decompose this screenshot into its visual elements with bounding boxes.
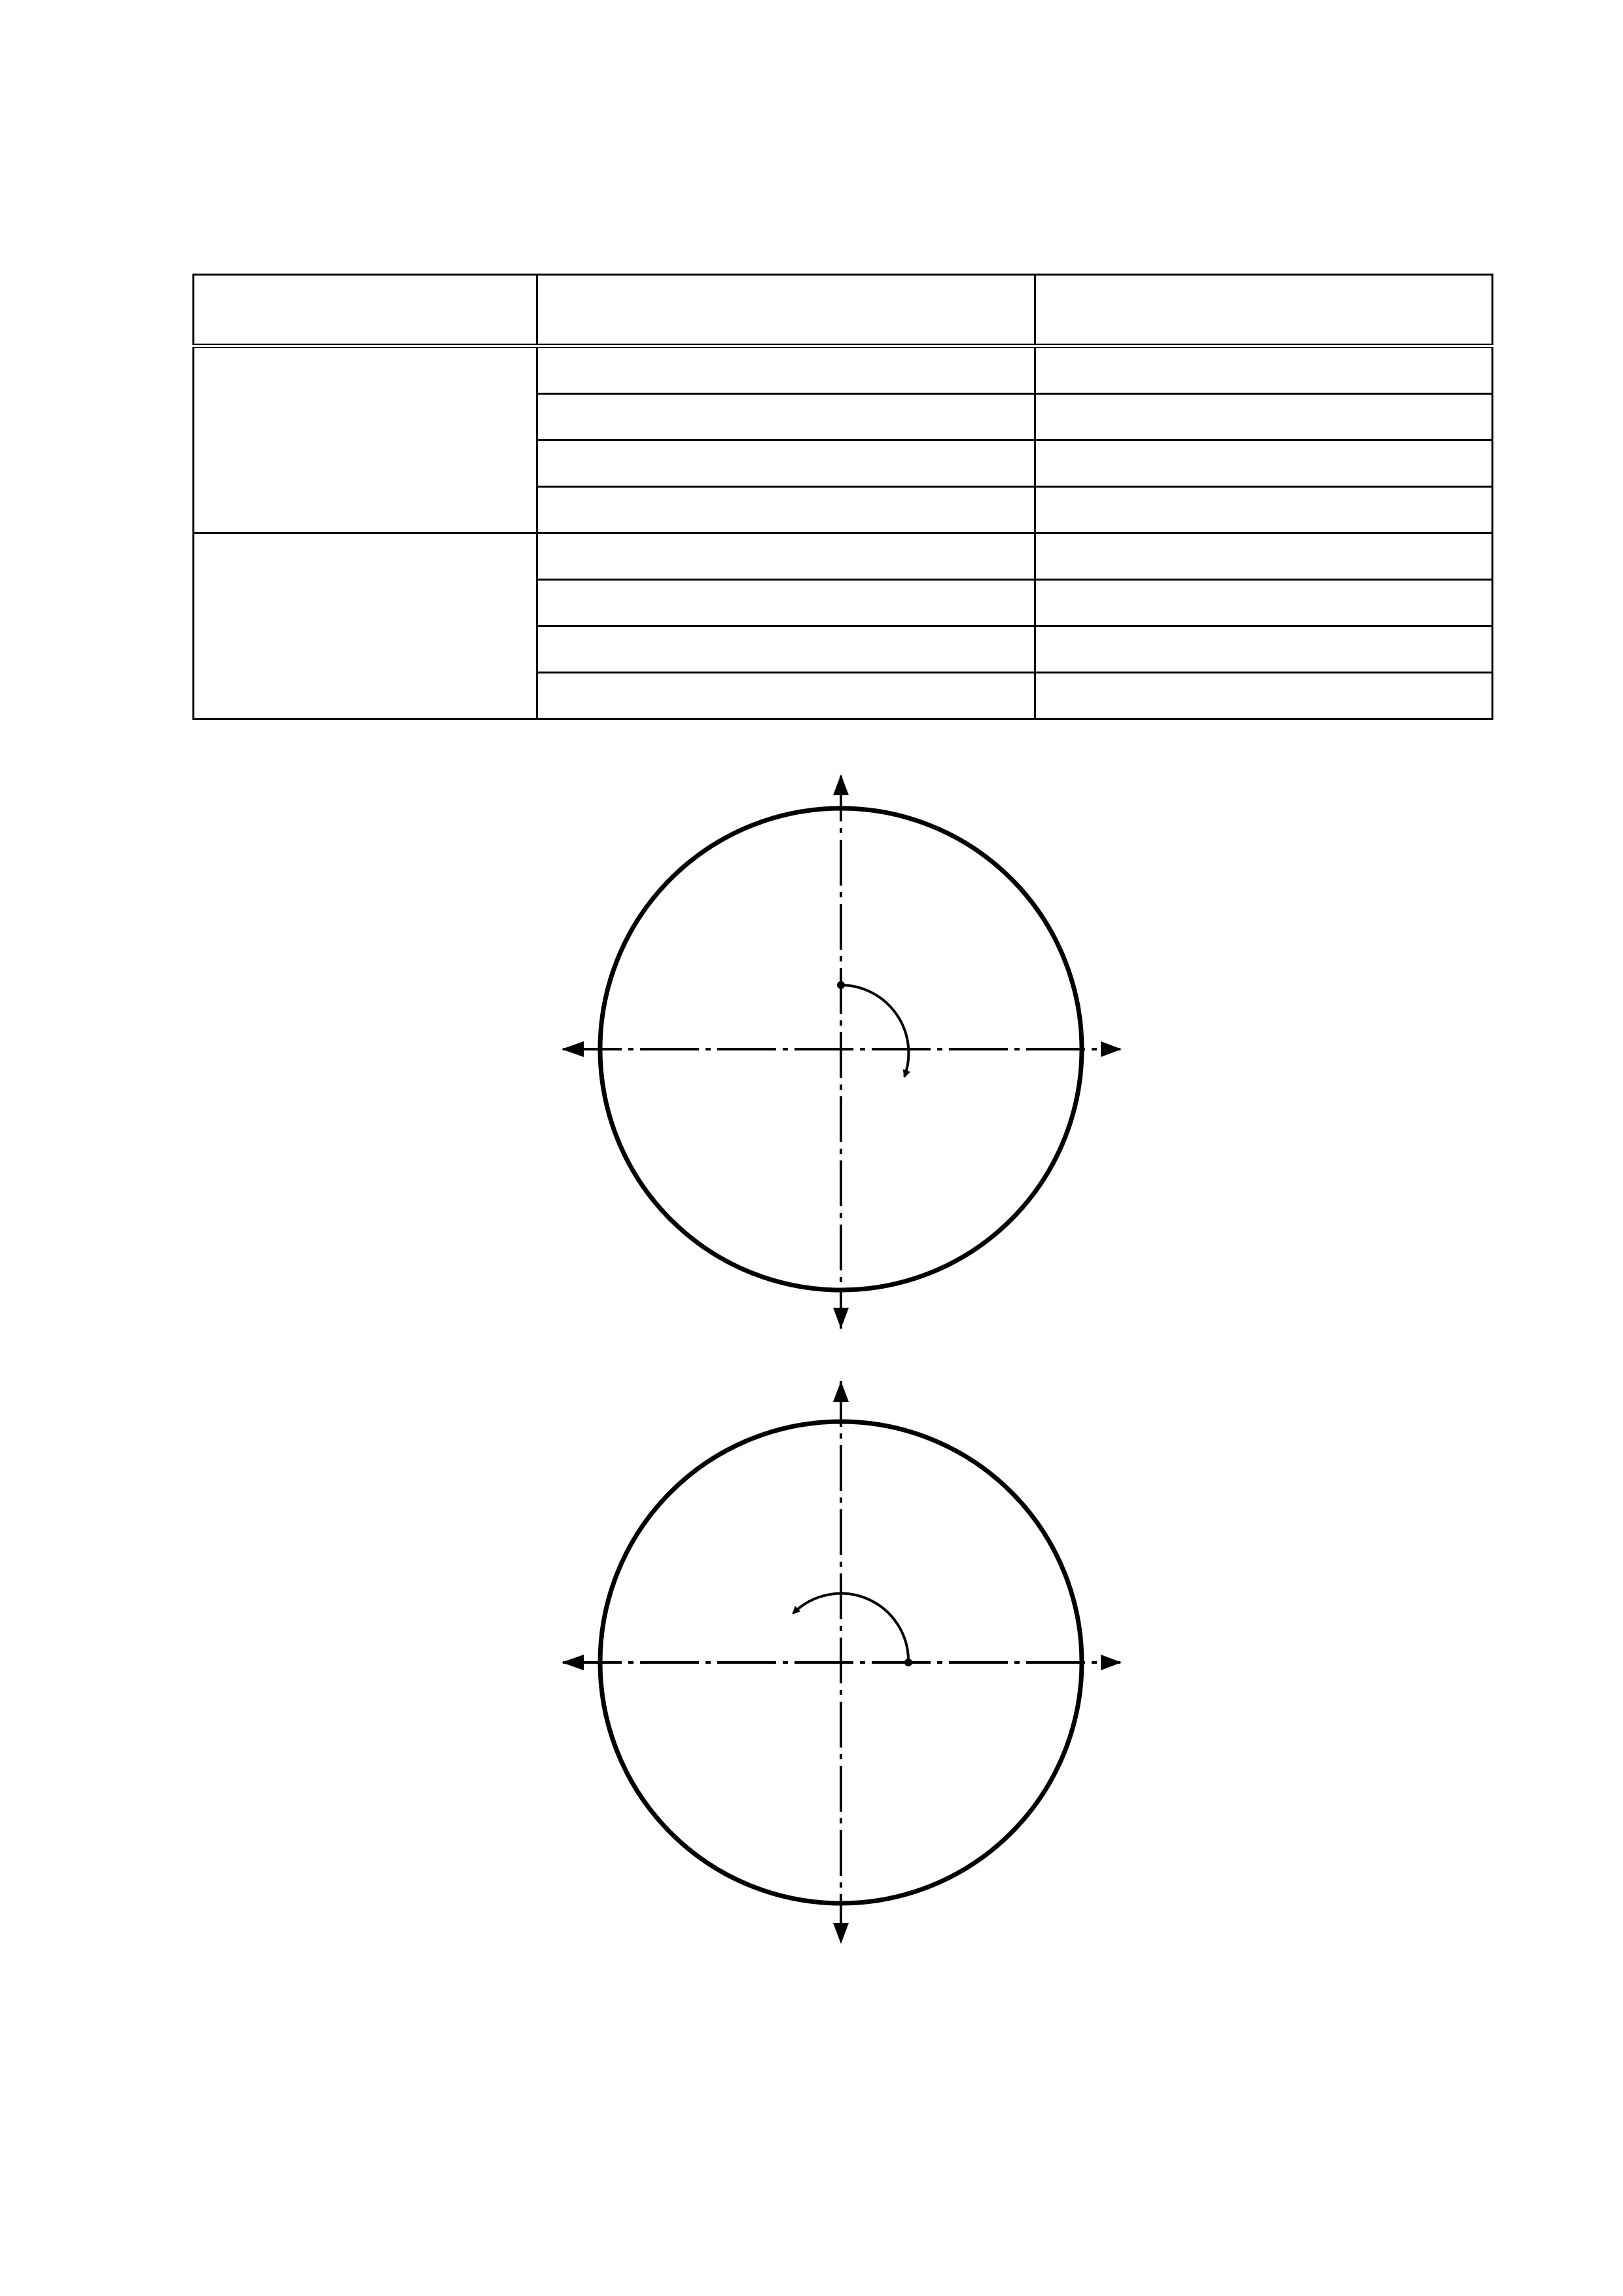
tolerance-cell — [1035, 346, 1493, 394]
y-axis-arrow-up — [833, 1381, 849, 1402]
theta-arc-arrow — [841, 985, 908, 1077]
tolerance-cell — [1035, 440, 1493, 487]
tolerance-table — [192, 274, 1493, 720]
z-axis-arrow-down — [833, 1308, 849, 1329]
figure-z-section — [537, 766, 1139, 1342]
column-header-camera — [194, 275, 537, 346]
column-header-tolerance — [1035, 275, 1493, 346]
frequency-cell — [537, 533, 1035, 580]
x-axis-arrow-left — [562, 1655, 584, 1670]
column-header-frequency — [537, 275, 1035, 346]
tolerance-cell — [1035, 580, 1493, 626]
z-axis-arrow-up — [833, 774, 849, 795]
table-header-row — [194, 275, 1493, 346]
table-row — [194, 533, 1493, 580]
table-row — [194, 346, 1493, 394]
phi-arc-arrow — [793, 1594, 908, 1662]
frequency-cell — [537, 394, 1035, 440]
figure-xy-section — [537, 1368, 1139, 1957]
y-axis-arrow-down — [833, 1923, 849, 1944]
horizontal-axis-arrow-right — [1101, 1041, 1122, 1057]
frequency-cell — [537, 487, 1035, 533]
horizontal-axis-arrow-left — [562, 1041, 584, 1057]
frequency-cell — [537, 580, 1035, 626]
x-axis-arrow-right — [1101, 1655, 1122, 1670]
frequency-cell — [537, 673, 1035, 719]
frequency-cell — [537, 626, 1035, 673]
tolerance-cell — [1035, 533, 1493, 580]
tolerance-cell — [1035, 626, 1493, 673]
camera-cell — [194, 346, 537, 533]
tolerance-cell — [1035, 673, 1493, 719]
tolerance-cell — [1035, 394, 1493, 440]
frequency-cell — [537, 440, 1035, 487]
frequency-cell — [537, 346, 1035, 394]
camera-cell — [194, 533, 537, 719]
tolerance-cell — [1035, 487, 1493, 533]
